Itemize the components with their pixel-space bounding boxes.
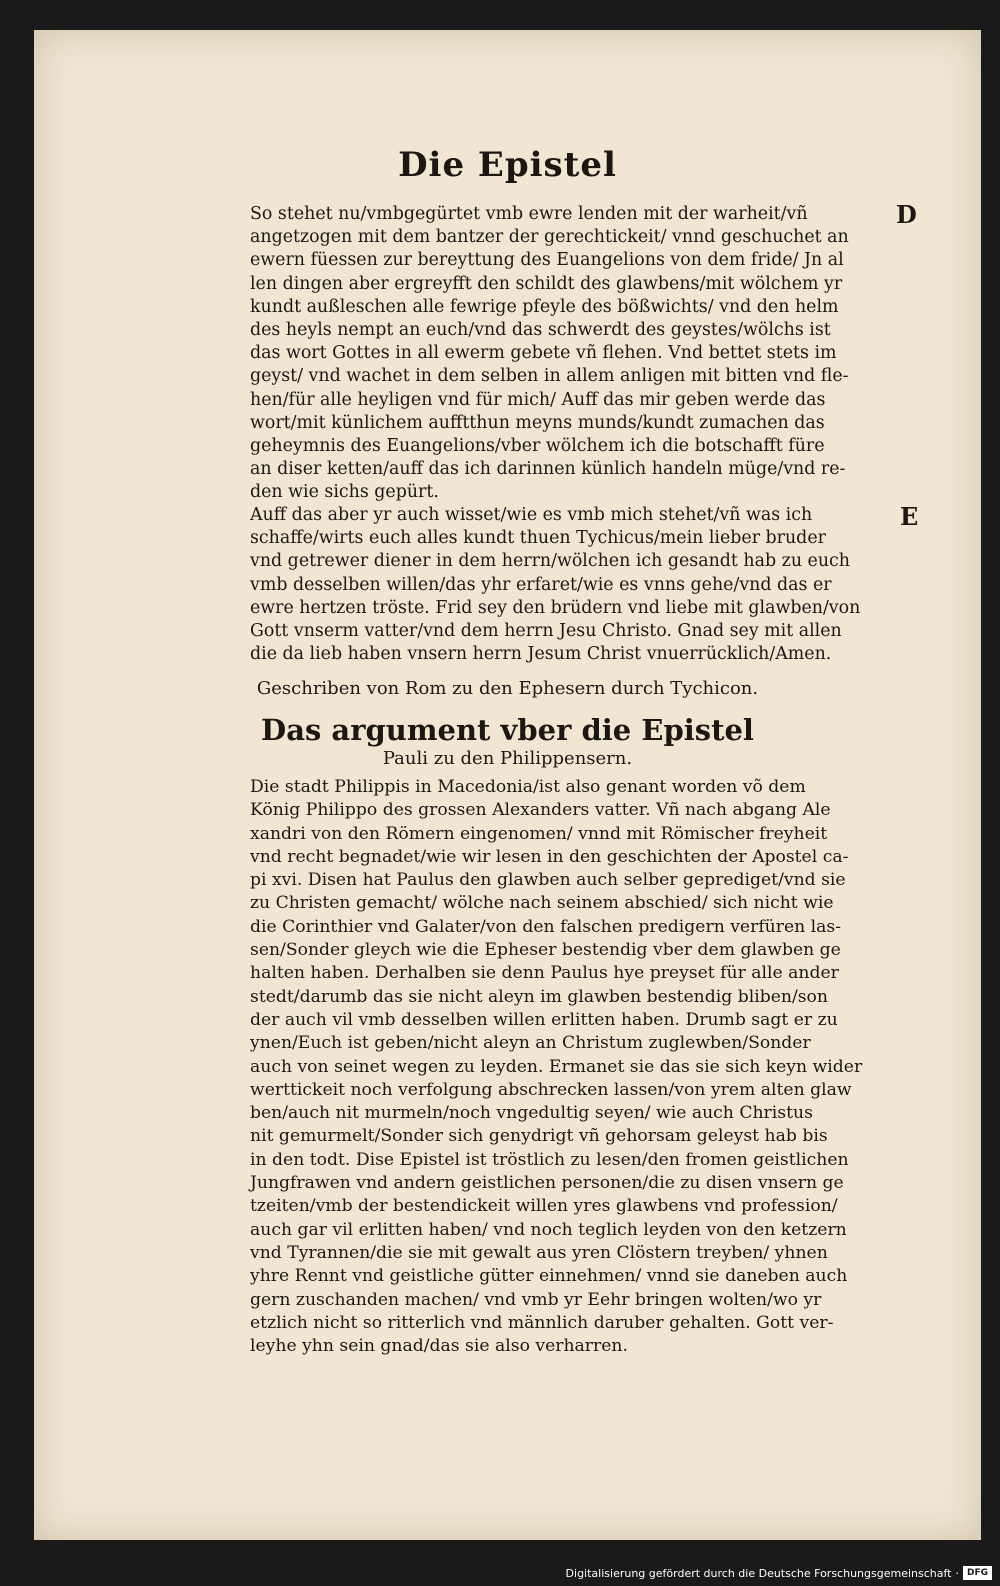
- text-line: angetzogen mit dem bantzer der gerechtickeit/ vnnd geschuchet an: [250, 227, 849, 248]
- text-line: das wort Gottes in all ewerm gebete vñ flehen. Vnd bettet stets im: [250, 343, 837, 364]
- text-line: werttickeit noch verfolgung abschrecken lassen/von yrem alten glaw: [250, 1079, 852, 1100]
- text-line: ewre hertzen tröste. Frid sey den brüdern vnd liebe mit glawben/von: [250, 597, 861, 618]
- running-head: Die Epistel: [398, 145, 617, 185]
- text-line: auch von seinet wegen zu leyden. Ermanet sie das sie sich keyn wider: [250, 1056, 863, 1077]
- text-line: geheymnis des Euangelions/vber wölchem ich die botschafft füre: [250, 436, 825, 457]
- text-line: nit gemurmelt/Sonder sich genydrigt vñ gehorsam geleyst hab bis: [250, 1126, 828, 1147]
- text-line: ynen/Euch ist geben/nicht aleyn an Christum zuglewben/Sonder: [250, 1033, 811, 1054]
- text-line: vnd Tyrannen/die sie mit gewalt aus yren Clöstern treyben/ yhnen: [250, 1242, 828, 1263]
- text-line: vmb desselben willen/das yhr erfaret/wie es vnns gehe/vnd das er: [250, 574, 832, 595]
- paragraph-2: [250, 504, 910, 666]
- subscription-line: Geschriben von Rom zu den Ephesern durch Tychicon.: [256, 678, 759, 699]
- text-line: gern zuschanden machen/ vnd vmb yr Eehr bringen wolten/wo yr: [250, 1289, 822, 1310]
- dfg-logo: DFG: [963, 1566, 992, 1580]
- text-line: halten haben. Derhalben sie denn Paulus hye preyset für alle ander: [250, 963, 839, 984]
- text-line: den wie sichs gepürt.: [250, 482, 439, 503]
- text-line: sen/Sonder gleych wie die Epheser bestendig vber dem glawben ge: [250, 940, 841, 961]
- text-line: ewern füessen zur bereyttung des Euangelions von dem fride/ Jn al: [250, 250, 844, 271]
- paragraph-3: [250, 776, 910, 1358]
- text-line: vnd recht begnadet/wie wir lesen in den geschichten der Apostel ca-: [250, 846, 849, 867]
- text-line: etzlich nicht so ritterlich vnd männlich daruber gehalten. Gott ver-: [250, 1312, 834, 1333]
- text-line: zu Christen gemacht/ wölche nach seinem abschied/ sich nicht wie: [250, 893, 834, 914]
- text-line: stedt/darumb das sie nicht aleyn im glawben bestendig bliben/son: [250, 986, 828, 1007]
- book-page: [34, 30, 981, 1540]
- text-line: die da lieb haben vnsern herrn Jesum Christ vnuerrücklich/Amen.: [250, 644, 832, 665]
- margin-letter-d: D: [896, 200, 917, 229]
- text-line: der auch vil vmb desselben willen erlitten haben. Drumb sagt er zu: [250, 1009, 838, 1030]
- text-line: vnd getrewer diener in dem herrn/wölchen ich gesandt hab zu euch: [250, 551, 850, 572]
- text-line: So stehet nu/vmbgegürtet vmb ewre lenden mit der warheit/vñ: [250, 204, 808, 224]
- text-line: ben/auch nit murmeln/noch vngedultig seyen/ wie auch Christus: [250, 1103, 813, 1124]
- text-line: hen/für alle heyligen vnd für mich/ Auff das mir geben werde das: [250, 389, 826, 410]
- digitization-credit: [566, 1566, 992, 1580]
- credit-text: Digitalisierung gefördert durch die Deutsche Forschungsgemeinschaft: [565, 1566, 952, 1580]
- text-line: kundt außleschen alle fewrige pfeyle des bößwichts/ vnd den helm: [250, 296, 839, 317]
- text-line: auch gar vil erlitten haben/ vnd noch teglich leyden von den ketzern: [250, 1219, 847, 1240]
- text-line: Jungfrawen vnd andern geistlichen personen/die zu disen vnsern ge: [250, 1173, 844, 1194]
- text-line: yhre Rennt vnd geistliche gütter einnehmen/ vnnd sie daneben auch: [250, 1266, 848, 1287]
- text-line: König Philippo des grossen Alexanders vatter. Vñ nach abgang Ale: [250, 800, 831, 821]
- text-line: tzeiten/vmb der bestendickeit willen yres glawbens vnd profession/: [250, 1196, 838, 1217]
- text-line: xandri von den Römern eingenomen/ vnnd mit Römischer freyheit: [250, 823, 828, 844]
- argument-subtitle: Pauli zu den Philippensern.: [382, 748, 633, 769]
- text-line: Die stadt Philippis in Macedonia/ist also genant worden võ dem: [250, 777, 806, 797]
- text-line: leyhe yhn sein gnad/das sie also verharren.: [250, 1336, 628, 1357]
- text-line: wort/mit künlichem aufftthun meyns munds/kundt zumachen das: [250, 412, 825, 433]
- argument-title: Das argument vber die Epistel: [261, 713, 754, 747]
- credit-separator: ·: [955, 1566, 959, 1580]
- margin-letter-e: E: [900, 502, 919, 531]
- text-line: Gott vnserm vatter/vnd dem herrn Jesu Christo. Gnad sey mit allen: [250, 621, 842, 642]
- text-line: Auff das aber yr auch wisset/wie es vmb mich stehet/vñ was ich: [250, 505, 813, 525]
- text-line: pi xvi. Disen hat Paulus den glawben auch selber geprediget/vnd sie: [250, 870, 846, 891]
- text-line: in den todt. Dise Epistel ist tröstlich zu lesen/den fromen geistlichen: [250, 1149, 849, 1170]
- text-line: geyst/ vnd wachet in dem selben in allem anligen mit bitten vnd fle-: [250, 366, 849, 387]
- paragraph-1: [250, 203, 910, 505]
- text-line: schaffe/wirts euch alles kundt thuen Tychicus/mein lieber bruder: [250, 528, 826, 549]
- text-line: des heyls nempt an euch/vnd das schwerdt des geystes/wölchs ist: [250, 320, 831, 341]
- text-line: len dingen aber ergreyfft den schildt des glawbens/mit wölchem yr: [250, 273, 843, 294]
- text-line: an diser ketten/auff das ich darinnen künlich handeln müge/vnd re-: [250, 459, 846, 480]
- text-line: die Corinthier vnd Galater/von den falschen predigern verfüren las-: [250, 916, 842, 937]
